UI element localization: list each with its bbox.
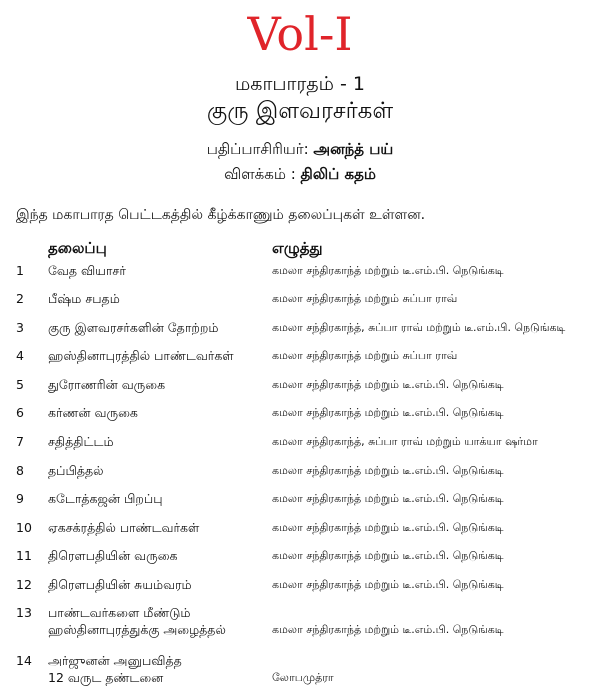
item-number: 6	[16, 405, 24, 420]
item-number: 3	[16, 320, 24, 335]
item-title: குரு இளவரசர்களின் தோற்றம்	[48, 320, 219, 335]
illustrator-label: விளக்கம் :	[224, 165, 296, 183]
item-title: பாண்டவர்களை மீண்டும்	[48, 605, 191, 620]
item-title: துரோணரின் வருகை	[48, 377, 166, 392]
item-author: கமலா சந்திரகாந்த், சுப்பா ராவ் மற்றும் டீ.எம்.பி. நெடுங்கடி	[272, 321, 566, 334]
item-author: கமலா சந்திரகாந்த் மற்றும் டீ.எம்.பி. நெடுங்கடி	[272, 492, 504, 505]
column-header-author: எழுத்து	[272, 239, 323, 257]
item-number: 5	[16, 377, 24, 392]
item-title: கடோத்கஜன் பிறப்பு	[48, 491, 163, 506]
item-title-continued: 12 வருட தண்டனை	[48, 670, 164, 685]
book-title: குரு இளவரசர்கள்	[206, 98, 394, 124]
item-title: ஏகசக்ரத்தில் பாண்டவர்கள்	[48, 520, 200, 535]
illustrator-name: திலிப் கதம்	[300, 165, 376, 183]
item-number: 12	[16, 577, 32, 592]
item-title: வேத வியாசர்	[48, 263, 126, 278]
item-author: கமலா சந்திரகாந்த், சுப்பா ராவ் மற்றும் யாக்யா ஷர்மா	[272, 435, 538, 448]
item-title: திரௌபதியின் வருகை	[48, 548, 178, 563]
item-author: லோபமுத்ரா	[272, 671, 334, 684]
item-author: கமலா சந்திரகாந்த் மற்றும் சுப்பா ராவ்	[272, 349, 458, 362]
item-author: கமலா சந்திரகாந்த் மற்றும் டீ.எம்.பி. நெடுங்கடி	[272, 549, 504, 562]
editor-label: பதிப்பாசிரியர்:	[206, 140, 309, 158]
item-author: கமலா சந்திரகாந்த் மற்றும் டீ.எம்.பி. நெடுங்கடி	[272, 406, 504, 419]
item-title: கர்ணன் வருகை	[48, 405, 138, 420]
item-title-continued: ஹஸ்தினாபுரத்துக்கு அழைத்தல்	[48, 622, 226, 637]
item-author: கமலா சந்திரகாந்த் மற்றும் டீ.எம்.பி. நெடுங்கடி	[272, 264, 504, 277]
volume-label: Vol-I	[247, 7, 353, 61]
item-title: சதித்திட்டம்	[48, 434, 114, 449]
editor-name: அனந்த் பய்	[313, 140, 394, 158]
illustrator-credit	[0, 164, 600, 184]
item-title: திரௌபதியின் சுயம்வரம்	[48, 577, 192, 592]
item-number: 2	[16, 291, 24, 306]
item-title: தப்பித்தல்	[48, 463, 104, 478]
item-title: அர்ஜுனன் அனுபவித்த	[48, 653, 182, 668]
item-number: 10	[16, 520, 32, 535]
item-number: 9	[16, 491, 24, 506]
intro-text: இந்த மகாபாரத பெட்டகத்தில் கீழ்க்காணும் தலைப்புகள் உள்ளன.	[16, 207, 426, 223]
item-author: கமலா சந்திரகாந்த் மற்றும் டீ.எம்.பி. நெடுங்கடி	[272, 623, 504, 636]
item-author: கமலா சந்திரகாந்த் மற்றும் டீ.எம்.பி. நெடுங்கடி	[272, 378, 504, 391]
item-number: 14	[16, 653, 32, 668]
editor-credit	[0, 139, 600, 159]
series-title: மகாபாரதம் - 1	[235, 73, 365, 95]
item-title: ஹஸ்தினாபுரத்தில் பாண்டவர்கள்	[48, 348, 234, 363]
item-number: 4	[16, 348, 24, 363]
item-number: 7	[16, 434, 24, 449]
item-number: 11	[16, 548, 32, 563]
item-author: கமலா சந்திரகாந்த் மற்றும் சுப்பா ராவ்	[272, 292, 458, 305]
item-number: 13	[16, 605, 32, 620]
column-header-title: தலைப்பு	[48, 239, 107, 257]
item-number: 1	[16, 263, 24, 278]
item-author: கமலா சந்திரகாந்த் மற்றும் டீ.எம்.பி. நெடுங்கடி	[272, 521, 504, 534]
item-title: பீஷ்ம சபதம்	[48, 291, 120, 306]
item-author: கமலா சந்திரகாந்த் மற்றும் டீ.எம்.பி. நெடுங்கடி	[272, 464, 504, 477]
item-author: கமலா சந்திரகாந்த் மற்றும் டீ.எம்.பி. நெடுங்கடி	[272, 578, 504, 591]
item-number: 8	[16, 463, 24, 478]
